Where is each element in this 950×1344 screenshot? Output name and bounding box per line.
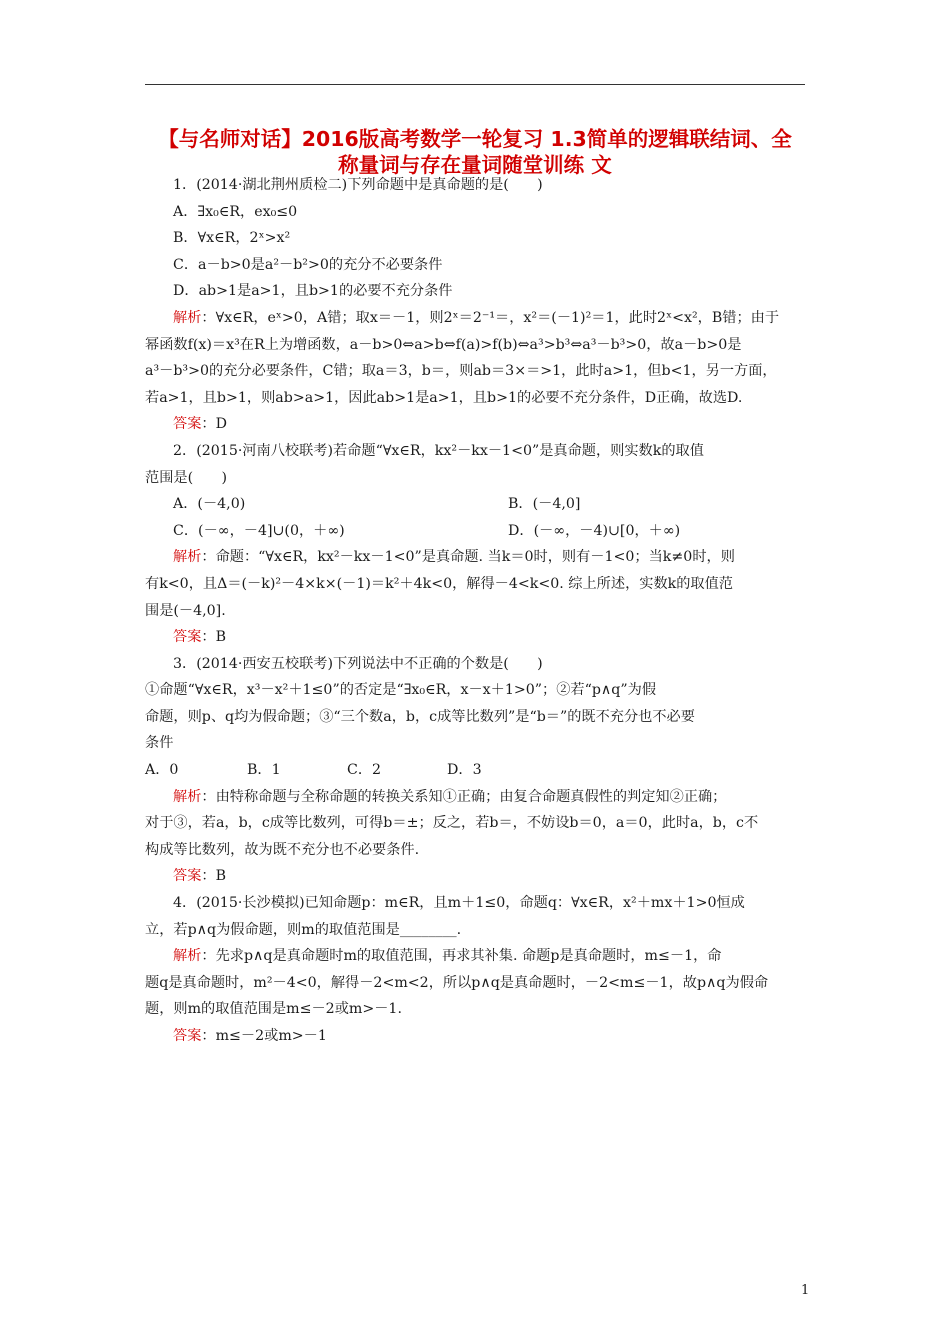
solution-text: ：命题：“∀x∈R，kx²－kx－1<0”是真命题. 当k＝0时，则有－1<0；当k≠0时，则 — [201, 549, 735, 566]
question-4 — [145, 890, 807, 1050]
question-body: ①命题“∀x∈R，x³－x²＋1≤0”的否定是“∃x₀∈R，x－x＋1>0”；②若“p∧q”为假 — [145, 682, 657, 699]
solution-label: 解析 — [173, 948, 202, 965]
option-b: B．1 — [247, 762, 281, 779]
answer-text: ：B — [201, 629, 227, 646]
question-stem: 立，若p∧q为假命题，则m的取值范围是________. — [145, 921, 462, 938]
solution-line — [145, 305, 807, 332]
answer-line — [145, 1023, 807, 1050]
option-d: D．ab>1是a>1，且b>1的必要不充分条件 — [173, 283, 453, 300]
question-2 — [145, 438, 807, 651]
question-stem: 范围是( ) — [145, 469, 228, 486]
option-c: C．2 — [347, 762, 382, 779]
answer-label: 答案 — [173, 868, 202, 885]
solution-line: a³－b³>0的充分必要条件，C错；取a＝3，b＝，则ab＝3×＝>1，此时a>1，但b<1，另一方面， — [145, 363, 777, 380]
question-stem: 2．(2015·河南八校联考)若命题“∀x∈R，kx²－kx－1<0”是真命题，则实数k的取值 — [173, 442, 704, 459]
solution-line: 有k<0，且Δ＝(－k)²－4×k×(－1)＝k²＋4k<0，解得－4<k<0. 综上所述，实数k的取值范 — [145, 575, 733, 592]
option-b: B．(－4,0] — [508, 496, 581, 513]
answer-text: ：m≤－2或m>－1 — [201, 1028, 327, 1044]
answer-text: ：D — [201, 416, 227, 433]
question-3 — [145, 651, 807, 890]
answer-text: ：B — [201, 868, 227, 885]
solution-line — [145, 784, 807, 811]
question-stem: 3．(2014·西安五校联考)下列说法中不正确的个数是( ) — [173, 655, 543, 672]
header-rule — [145, 84, 805, 85]
answer-label: 答案 — [173, 1028, 202, 1044]
option-d: D．3 — [447, 762, 482, 779]
solution-line — [145, 544, 807, 571]
answer-label: 答案 — [173, 416, 202, 433]
option-c: C．(－∞，－4]∪(0，＋∞) — [173, 522, 345, 539]
question-body: 命题，则p、q均为假命题；③“三个数a，b，c成等比数列”是“b＝”的既不充分也不必要 — [145, 708, 695, 725]
options-row — [145, 518, 807, 545]
document-title — [145, 126, 805, 178]
option-c: C．a－b>0是a²－b²>0的充分不必要条件 — [173, 256, 443, 273]
page-number: 1 — [801, 1283, 810, 1298]
solution-line — [145, 943, 807, 970]
option-a: A．(－4,0) — [173, 496, 246, 513]
solution-label: 解析 — [173, 549, 202, 566]
title-line-1: 【与名师对话】2016版高考数学一轮复习 1.3简单的逻辑联结词、全 — [158, 127, 792, 151]
solution-text: ：由特称命题与全称命题的转换关系知①正确；由复合命题真假性的判定知②正确； — [201, 788, 727, 805]
options-row — [145, 757, 807, 784]
question-stem: 4．(2015·长沙模拟)已知命题p：m∈R，且m＋1≤0，命题q：∀x∈R，x²＋mx＋1>0恒成 — [173, 895, 745, 912]
answer-line — [145, 863, 807, 890]
solution-line: 题q是真命题时，m²－4<0，解得－2<m<2，所以p∧q是真命题时，－2<m≤－1，故p∧q为假命 — [145, 974, 769, 991]
solution-line: 构成等比数列，故为既不充分也不必要条件. — [145, 841, 420, 858]
solution-label: 解析 — [173, 788, 202, 805]
option-a: A．∃x₀∈R，ex₀≤0 — [173, 203, 298, 220]
title-line-2: 称量词与存在量词随堂训练 文 — [338, 153, 612, 177]
question-body: 条件 — [145, 735, 174, 752]
solution-line: 对于③，若a，b，c成等比数列，可得b＝±；反之，若b＝，不妨设b＝0，a＝0，此时a，b，c不 — [145, 815, 759, 832]
question-stem: 1．(2014·湖北荆州质检二)下列命题中是真命题的是( ) — [173, 177, 543, 193]
document-body — [145, 172, 807, 1050]
answer-line — [145, 624, 807, 651]
answer-line — [145, 411, 807, 438]
answer-label: 答案 — [173, 629, 202, 646]
solution-label: 解析 — [173, 309, 202, 326]
option-b: B．∀x∈R，2ˣ>x² — [173, 230, 291, 247]
question-1 — [145, 172, 807, 438]
solution-line: 围是(－4,0]. — [145, 602, 226, 619]
solution-line: 若a>1，且b>1，则ab>a>1，因此ab>1是a>1，且b>1的必要不充分条件，D正确，故选D. — [145, 389, 743, 406]
solution-line: 题，则m的取值范围是m≤－2或m>－1. — [145, 1001, 402, 1018]
option-d: D．(－∞，－4)∪[0，＋∞) — [508, 522, 681, 539]
solution-text: ：∀x∈R，eˣ>0，A错；取x＝－1，则2ˣ＝2⁻¹＝，x²＝(－1)²＝1，此时2ˣ<x²，B错；由于 — [201, 309, 780, 326]
option-a: A．0 — [145, 762, 179, 779]
solution-line: 幂函数f(x)＝x³在R上为增函数，a－b>0⇔a>b⇔f(a)>f(b)⇔a³>b³⇔a³－b³>0，故a－b>0是 — [145, 336, 742, 353]
options-row — [145, 491, 807, 518]
solution-text: ：先求p∧q是真命题时m的取值范围，再求其补集. 命题p是真命题时，m≤－1，命 — [201, 948, 722, 965]
